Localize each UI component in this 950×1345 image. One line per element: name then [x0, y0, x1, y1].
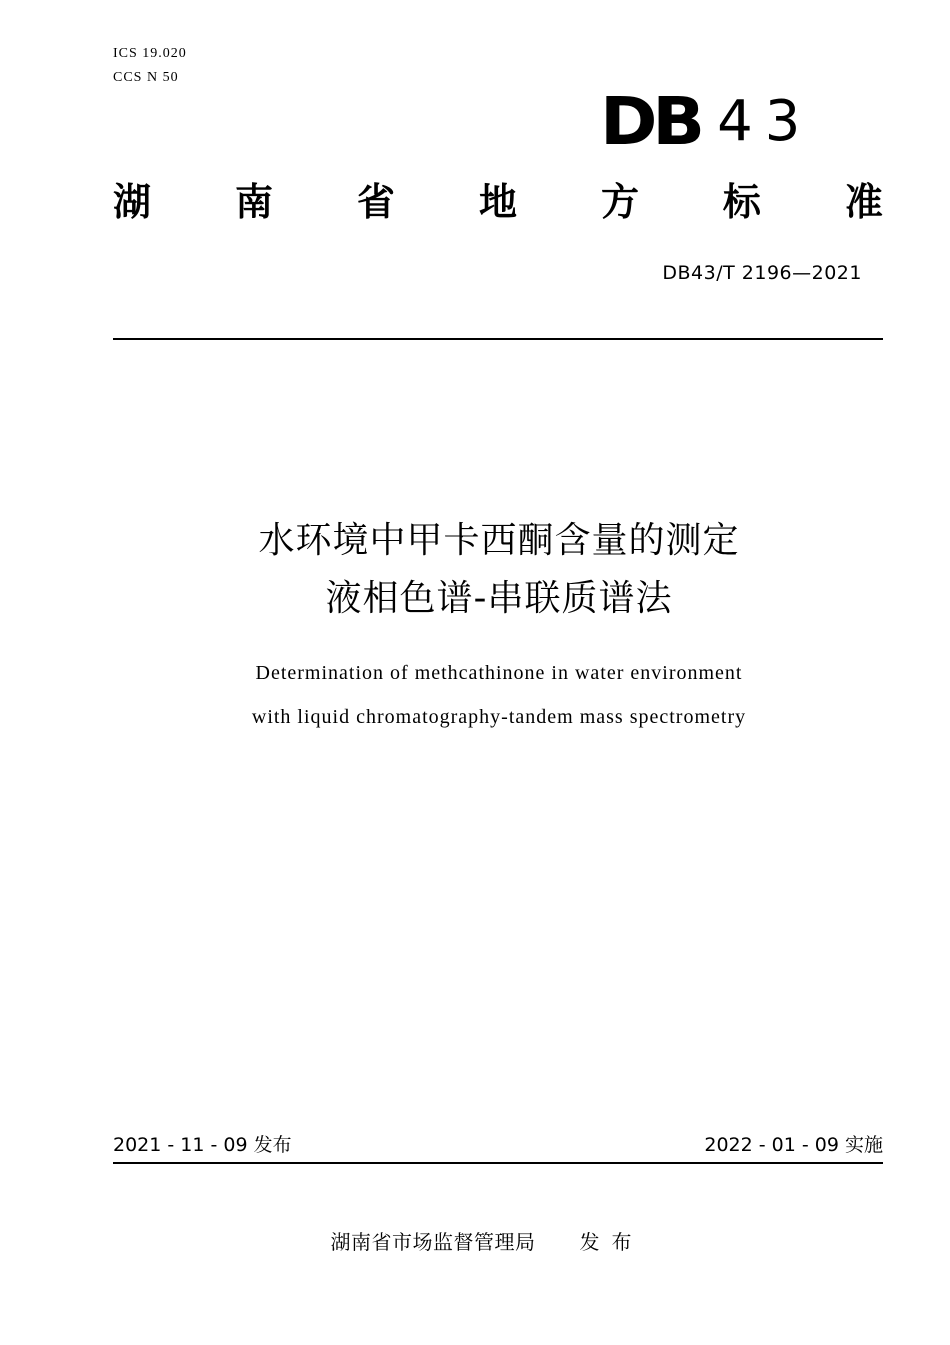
standard-type-char: 方 [600, 180, 639, 224]
standard-type-char: 准 [844, 180, 883, 224]
english-title-line-1: Determination of methcathinone in water environment [255, 662, 743, 684]
standard-number: DB43/T 2196—2021 [662, 262, 862, 284]
bottom-divider [113, 1162, 883, 1164]
issuer-name: 湖南省市场监督管理局 [330, 1230, 536, 1254]
standard-type-char: 省 [356, 180, 395, 224]
issuer-line [0, 1229, 950, 1255]
logo-letters: DB [600, 83, 700, 160]
issuer-action: 发布 [579, 1230, 644, 1254]
standard-type [113, 178, 883, 226]
standard-type-char: 地 [478, 180, 517, 224]
chinese-title-line-2: 液相色谱-串联质谱法 [325, 578, 673, 619]
standard-type-char: 湖 [113, 180, 152, 224]
ics-code: ICS 19.020 [113, 46, 187, 61]
ccs-code: CCS N 50 [113, 70, 179, 85]
implementation-date: 2022 - 01 - 09 实施 [704, 1134, 883, 1156]
standard-type-char: 标 [722, 180, 761, 224]
issue-date: 2021 - 11 - 09 发布 [113, 1134, 292, 1156]
logo-number: 43 [717, 89, 813, 154]
db-logo [600, 83, 813, 160]
chinese-title-line-1: 水环境中甲卡西酮含量的测定 [258, 520, 740, 561]
standard-type-char: 南 [234, 180, 273, 224]
top-divider [113, 338, 883, 340]
english-title-line-2: with liquid chromatography-tandem mass spectrometry [251, 706, 747, 728]
